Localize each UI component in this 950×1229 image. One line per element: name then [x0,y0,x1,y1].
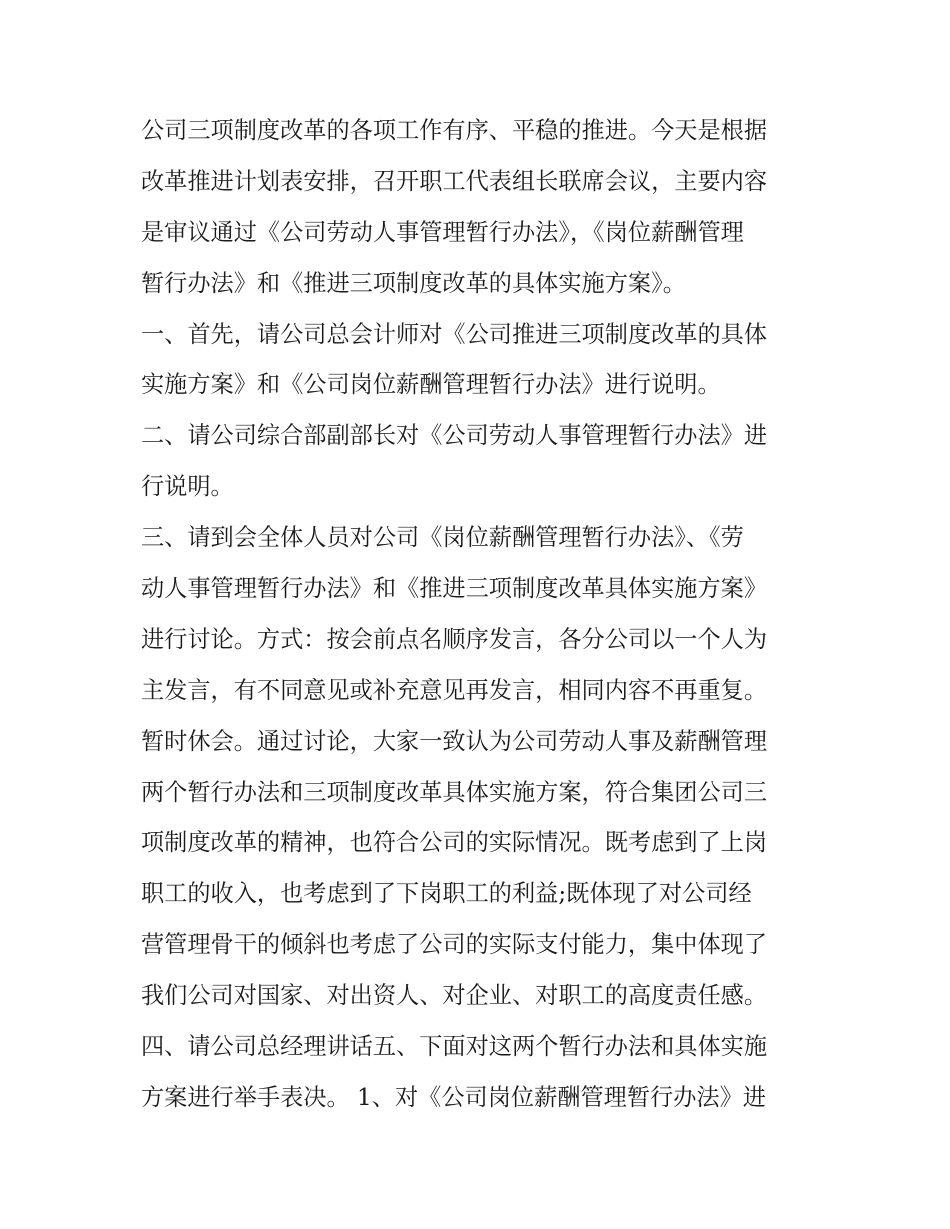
body-text [141,106,821,1124]
text-line: 三、请到会全体人员对公司《岗位薪酬管理暂行办法》、《劳 [141,524,744,552]
text-line: 暂行办法》和《推进三项制度改革的具体实施方案》。 [141,269,686,297]
text-line: 营管理骨干的倾斜也考虑了公司的实际支付能力，集中体现了 [141,931,768,959]
text-line: 项制度改革的精神，也符合公司的实际情况。既考虑到了上岗 [141,829,768,857]
text-line: 方案进行举手表决。 1、对《公司岗位薪酬管理暂行办法》进 [141,1083,766,1111]
text-line: 一、首先，请公司总会计师对《公司推进三项制度改革的具体 [141,320,768,348]
text-line: 职工的收入，也考虑到了下岗职工的利益;既体现了对公司经 [141,880,752,908]
text-line: 公司三项制度改革的各项工作有序、平稳的推进。今天是根据 [141,117,768,144]
text-line: 实施方案》和《公司岗位薪酬管理暂行办法》进行说明。 [141,371,721,399]
text-line: 主发言，有不同意见或补充意见再发言，相同内容不再重复。 [141,676,768,704]
text-line: 二、请公司综合部副部长对《公司劳动人事管理暂行办法》进 [141,422,768,450]
text-line: 行说明。 [141,473,234,501]
text-line: 是审议通过《公司劳动人事管理暂行办法》，《岗位薪酬管理 [141,218,744,246]
text-line: 进行讨论。方式：按会前点名顺序发言，各分公司以一个人为 [141,625,768,653]
text-line: 暂时休会。通过讨论，大家一致认为公司劳动人事及薪酬管理 [141,727,768,755]
text-line: 动人事管理暂行办法》和《推进三项制度改革具体实施方案》 [141,575,768,603]
text-line: 四、请公司总经理讲话五、下面对这两个暂行办法和具体实施 [141,1033,768,1061]
text-line: 改革推进计划表安排，召开职工代表组长联席会议，主要内容 [141,167,768,195]
text-line: 我们公司对国家、对出资人、对企业、对职工的高度责任感。 [141,982,768,1010]
text-line: 两个暂行办法和三项制度改革具体实施方案，符合集团公司三 [141,778,768,806]
